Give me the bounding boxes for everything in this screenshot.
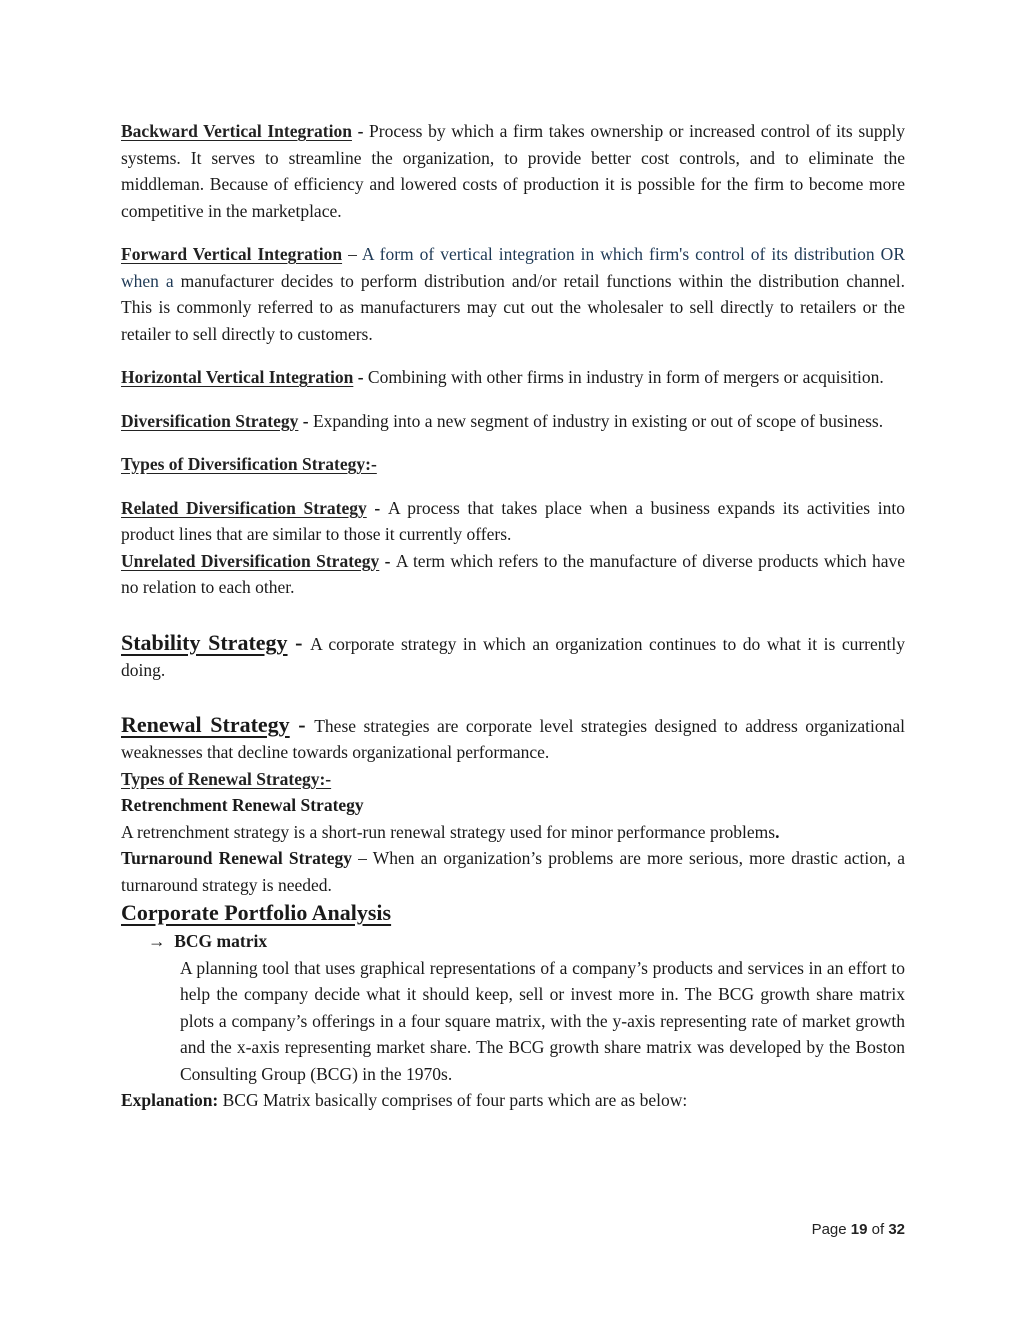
related-diversification-text: A process that takes place when a business expands its activities into product lines that are similar to those it currently offers. bbox=[121, 497, 906, 544]
diversification-paragraph: Diversification Strategy - Expanding into a new segment of industry in existing or out of scope of business. bbox=[121, 410, 884, 431]
backward-integration-term: Backward Vertical Integration bbox=[121, 121, 352, 141]
bcg-bullet bbox=[148, 928, 905, 955]
forward-integration-text-highlight: A form of vertical integration in which firm's control of its distribution OR when a bbox=[121, 244, 905, 291]
stability-strategy-text: A corporate strategy in which an organization continues to do what it is currently doing. bbox=[121, 633, 905, 680]
turnaround-term: Turnaround Renewal Strategy bbox=[121, 848, 353, 868]
explanation-term: Explanation: bbox=[121, 1090, 219, 1110]
types-renewal-heading: Types of Renewal Strategy:- bbox=[121, 768, 332, 789]
arrow-right-icon: → bbox=[148, 931, 166, 951]
current-page-number: 19 bbox=[850, 1221, 868, 1238]
renewal-strategy-text: These strategies are corporate level strategies designed to address organizational weaknesses that decline towards organizational performance. bbox=[121, 715, 906, 762]
forward-integration-paragraph: Forward Vertical Integration – A form of vertical integration in which firm's control of its distribution OR when a manufacturer decides to perform distribution and/or retail functions within the distribution channel. This is commonly referred to as manufacturers may cut out the wholesaler to sell directly to retailers or the retailer to sell directly to customers. bbox=[121, 244, 905, 344]
bcg-description: A planning tool that uses graphical representations of a company’s products and services in an effort to help the company decide what it should keep, sell or invest more in. The BCG growth share matrix plots a company’s offerings in a four square matrix, with the y-axis representing rate of market growth and the x-axis representing market share. The BCG growth share matrix was developed by the Boston Consulting Group (BCG) in the 1970s. bbox=[180, 957, 905, 1084]
turnaround-paragraph: Turnaround Renewal Strategy – When an organization’s problems are more serious, more drastic action, a turnaround strategy is needed. bbox=[121, 848, 905, 895]
bcg-title: BCG matrix bbox=[174, 931, 268, 951]
horizontal-integration-text: Combining with other firms in industry in form of mergers or acquisition. bbox=[367, 367, 884, 387]
stability-strategy-term: Stability Strategy bbox=[121, 629, 288, 655]
diversification-text: Expanding into a new segment of industry in existing or out of scope of business. bbox=[312, 410, 884, 431]
horizontal-integration-term: Horizontal Vertical Integration bbox=[121, 367, 354, 387]
renewal-strategy-term: Renewal Strategy bbox=[121, 711, 290, 737]
renewal-strategy-paragraph: Renewal Strategy - These strategies are corporate level strategies designed to address organizational weaknesses that decline towards organizational performance. bbox=[121, 711, 906, 762]
unrelated-diversification-term: Unrelated Diversification Strategy bbox=[121, 550, 380, 571]
total-page-number: 32 bbox=[888, 1221, 905, 1238]
related-diversification-term: Related Diversification Strategy bbox=[121, 497, 367, 518]
unrelated-diversification-paragraph: Unrelated Diversification Strategy - A term which refers to the manufacture of diverse products which have no relation to each other. bbox=[121, 550, 905, 597]
types-diversification-heading: Types of Diversification Strategy:- bbox=[121, 454, 377, 474]
explanation-paragraph: Explanation: BCG Matrix basically comprises of four parts which are as below: bbox=[121, 1090, 688, 1110]
retrenchment-heading: Retrenchment Renewal Strategy bbox=[121, 795, 364, 815]
turnaround-text: When an organization’s problems are more serious, more drastic action, a turnaround strategy is needed. bbox=[121, 848, 905, 895]
horizontal-integration-paragraph: Horizontal Vertical Integration - Combining with other firms in industry in form of mergers or acquisition. bbox=[121, 367, 884, 387]
page-number-footer: Page 19 of 32 bbox=[811, 1221, 905, 1238]
stability-strategy-paragraph: Stability Strategy - A corporate strategy in which an organization continues to do what it is currently doing. bbox=[121, 629, 905, 680]
retrenchment-paragraph: A retrenchment strategy is a short-run renewal strategy used for minor performance problems. bbox=[121, 821, 780, 842]
portfolio-analysis-heading: Corporate Portfolio Analysis bbox=[121, 900, 392, 925]
backward-integration-paragraph: Backward Vertical Integration - Process by which a firm takes ownership or increased control of its supply systems. It serves to streamline the organization, to provide better cost controls, and to eliminate the middleman. Because of efficiency and lowered costs of production it is possible for the firm to become more competitive in the marketplace. bbox=[121, 121, 905, 221]
document-page bbox=[121, 118, 905, 1114]
forward-integration-text: manufacturer decides to perform distribution and/or retail functions within the distribution channel. This is commonly referred to as manufacturers may cut out the wholesaler to sell directly to retailers or the retailer to sell directly to customers. bbox=[121, 270, 905, 344]
related-diversification-paragraph: Related Diversification Strategy - A process that takes place when a business expands its activities into product lines that are similar to those it currently offers. bbox=[121, 497, 906, 544]
diversification-term: Diversification Strategy bbox=[121, 410, 299, 431]
backward-integration-text: Process by which a firm takes ownership or increased control of its supply systems. It serves to streamline the organization, to provide better cost controls, and to eliminate the middleman. Because of efficiency and lowered costs of production it is possible for the firm to become more competitive in the marketplace. bbox=[121, 121, 905, 221]
unrelated-diversification-text: A term which refers to the manufacture of diverse products which have no relation to each other. bbox=[121, 550, 905, 597]
forward-integration-term: Forward Vertical Integration bbox=[121, 244, 343, 264]
